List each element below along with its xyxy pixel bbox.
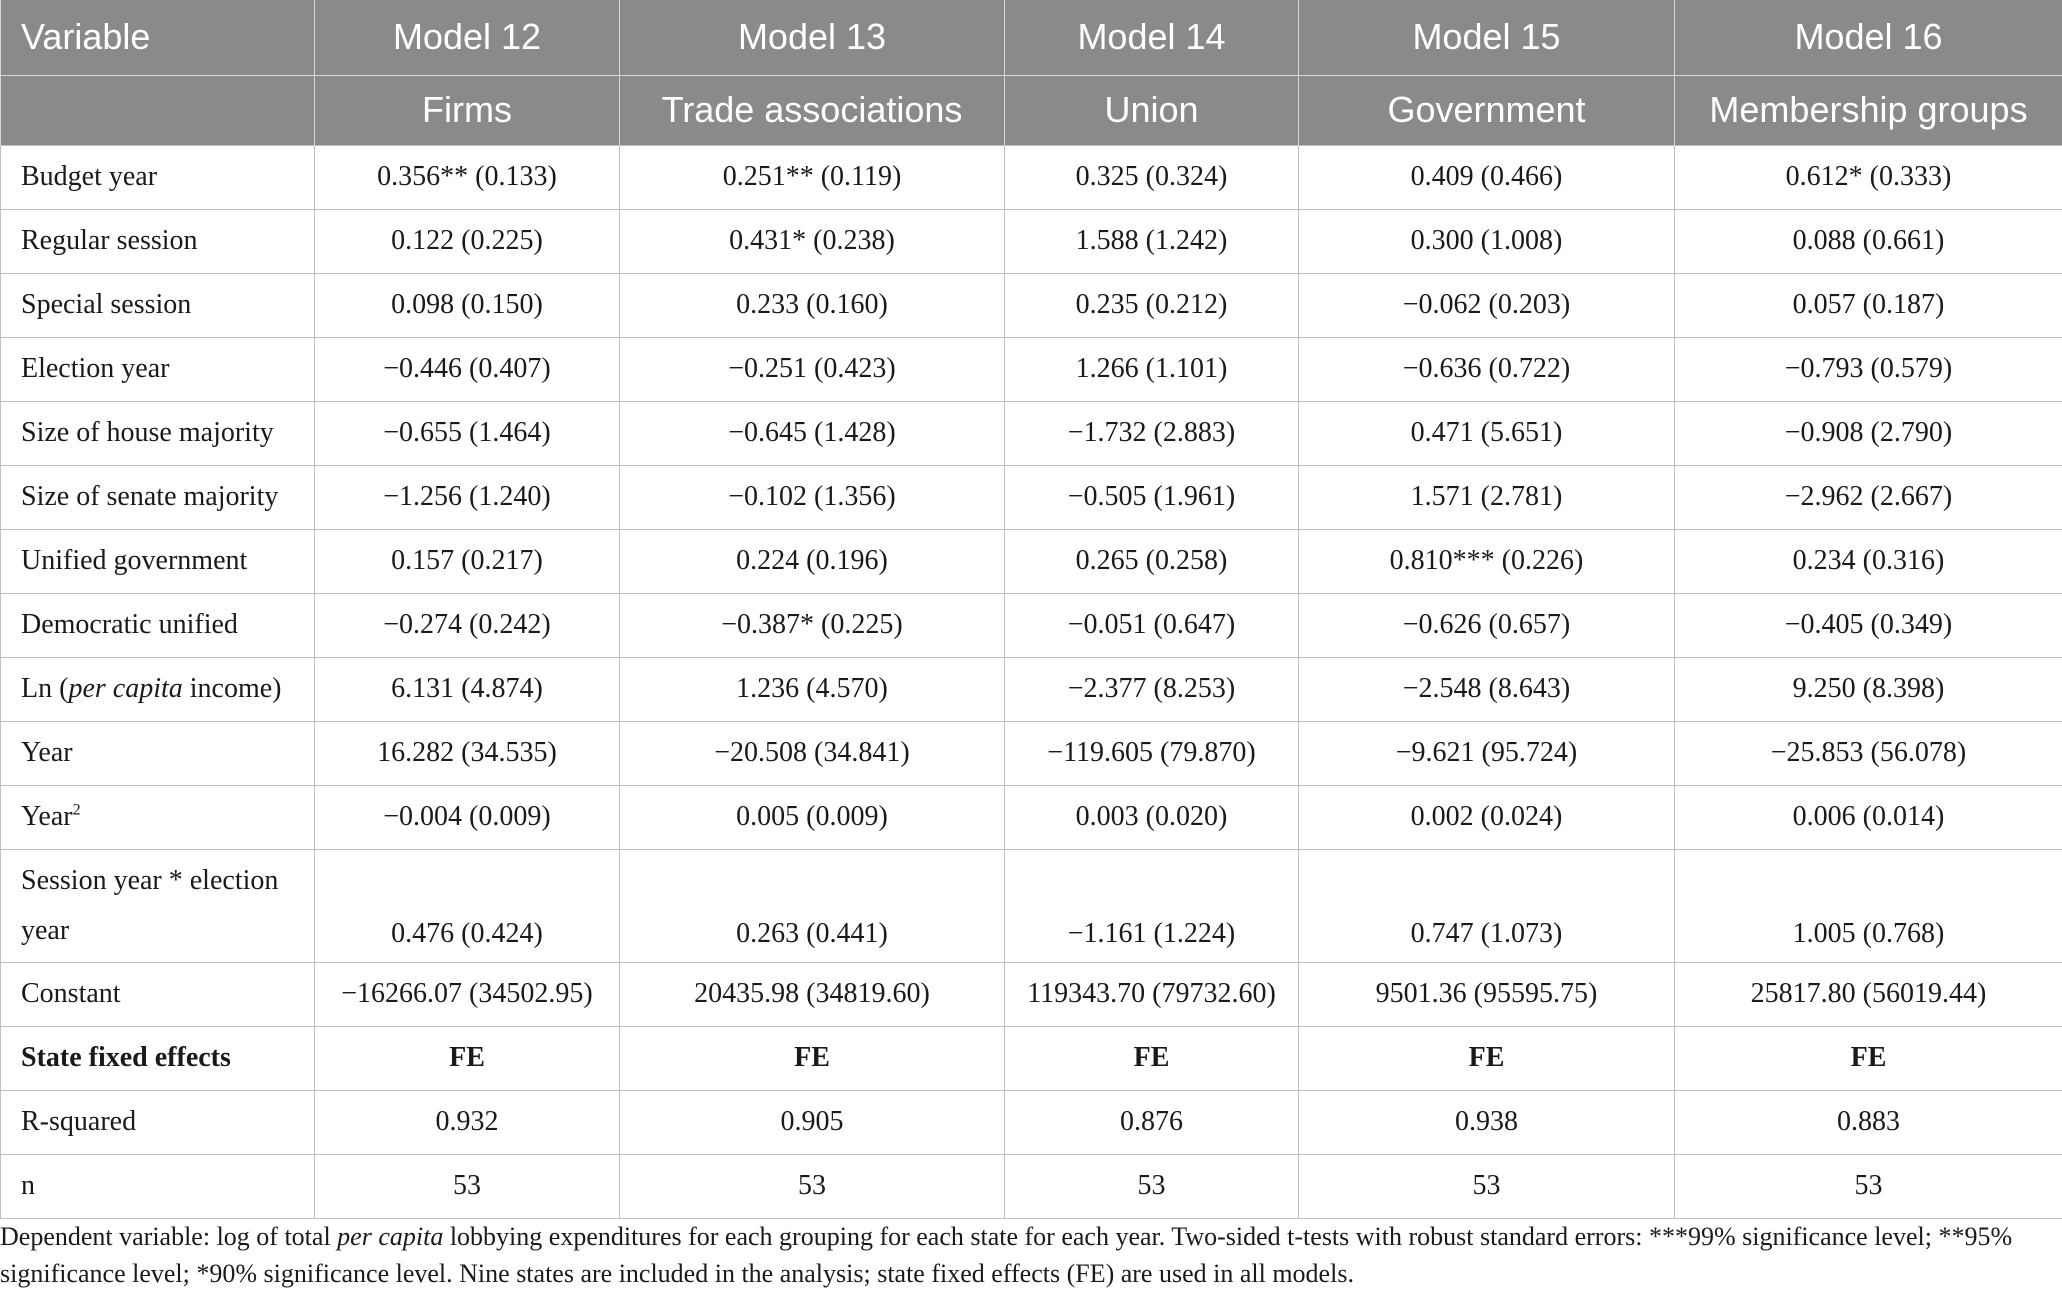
- cell-value: −25.853 (56.078): [1675, 721, 2062, 785]
- table-row: [1, 401, 2062, 465]
- cell-value: 1.588 (1.242): [1005, 209, 1299, 273]
- footnote-italic: per capita: [337, 1222, 444, 1251]
- cell-value: FE: [1005, 1026, 1299, 1090]
- header-row-groups: [1, 75, 2062, 145]
- cell-value: 0.233 (0.160): [620, 273, 1005, 337]
- row-label: [1, 785, 315, 849]
- cell-value: 0.251** (0.119): [620, 145, 1005, 209]
- cell-value: −0.626 (0.657): [1299, 593, 1675, 657]
- cell-value: 1.005 (0.768): [1675, 849, 2062, 962]
- table-row: [1, 145, 2062, 209]
- model-15-header: Model 15: [1299, 0, 1675, 75]
- row-label: [1, 657, 315, 721]
- cell-value: −2.962 (2.667): [1675, 465, 2062, 529]
- cell-value: 0.476 (0.424): [315, 849, 620, 962]
- cell-value: 0.057 (0.187): [1675, 273, 2062, 337]
- table-row: [1, 785, 2062, 849]
- cell-value: 1.266 (1.101): [1005, 337, 1299, 401]
- table-row: [1, 962, 2062, 1026]
- table-row: [1, 529, 2062, 593]
- cell-value: 0.471 (5.651): [1299, 401, 1675, 465]
- cell-value: 0.002 (0.024): [1299, 785, 1675, 849]
- empty-header-cell: [1, 75, 315, 145]
- cell-value: 53: [1675, 1154, 2062, 1218]
- cell-value: −1.732 (2.883): [1005, 401, 1299, 465]
- footnote-text-end: lobbying expenditures for each grouping for each state for each year. Two-sided t-tests with robust standard errors: ***99% significance level; **95% significance level; *90% significance level. Nine states are included in the analysis; state fixed effects (FE) are used in all models.: [0, 1222, 2013, 1288]
- cell-value: 53: [620, 1154, 1005, 1218]
- cell-value: FE: [1675, 1026, 2062, 1090]
- cell-value: −0.051 (0.647): [1005, 593, 1299, 657]
- cell-value: 119343.70 (79732.60): [1005, 962, 1299, 1026]
- cell-value: 16.282 (34.535): [315, 721, 620, 785]
- table-row: [1, 1090, 2062, 1154]
- cell-value: 53: [1005, 1154, 1299, 1218]
- table-header: [1, 0, 2062, 145]
- model-13-header: Model 13: [620, 0, 1005, 75]
- cell-value: −0.505 (1.961): [1005, 465, 1299, 529]
- cell-value: 0.876: [1005, 1090, 1299, 1154]
- table-row: [1, 209, 2062, 273]
- row-label: State fixed effects: [1, 1026, 315, 1090]
- cell-value: 1.236 (4.570): [620, 657, 1005, 721]
- footnote-text-start: Dependent variable: log of total: [0, 1222, 338, 1251]
- cell-value: 0.006 (0.014): [1675, 785, 2062, 849]
- table-row: [1, 721, 2062, 785]
- cell-value: 0.612* (0.333): [1675, 145, 2062, 209]
- cell-value: 0.300 (1.008): [1299, 209, 1675, 273]
- cell-value: −0.062 (0.203): [1299, 273, 1675, 337]
- cell-value: 0.098 (0.150): [315, 273, 620, 337]
- cell-value: 6.131 (4.874): [315, 657, 620, 721]
- row-label-prefix: Ln (: [21, 673, 69, 704]
- cell-value: −2.548 (8.643): [1299, 657, 1675, 721]
- cell-value: 20435.98 (34819.60): [620, 962, 1005, 1026]
- cell-value: 9.250 (8.398): [1675, 657, 2062, 721]
- row-label-text: Year: [21, 801, 73, 832]
- table-row: [1, 657, 2062, 721]
- cell-value: −0.636 (0.722): [1299, 337, 1675, 401]
- row-label: Size of house majority: [1, 401, 315, 465]
- cell-value: 0.003 (0.020): [1005, 785, 1299, 849]
- variable-column-header: Variable: [1, 0, 315, 75]
- cell-value: 0.005 (0.009): [620, 785, 1005, 849]
- cell-value: 53: [1299, 1154, 1675, 1218]
- cell-value: −9.621 (95.724): [1299, 721, 1675, 785]
- cell-value: 0.356** (0.133): [315, 145, 620, 209]
- superscript: 2: [72, 801, 81, 819]
- table-row: [1, 273, 2062, 337]
- row-label: Regular session: [1, 209, 315, 273]
- cell-value: −0.645 (1.428): [620, 401, 1005, 465]
- group-membership-groups-header: Membership groups: [1675, 75, 2062, 145]
- cell-value: 0.157 (0.217): [315, 529, 620, 593]
- cell-value: −1.256 (1.240): [315, 465, 620, 529]
- cell-value: 0.325 (0.324): [1005, 145, 1299, 209]
- cell-value: 25817.80 (56019.44): [1675, 962, 2062, 1026]
- cell-value: 53: [315, 1154, 620, 1218]
- cell-value: 0.409 (0.466): [1299, 145, 1675, 209]
- cell-value: 0.263 (0.441): [620, 849, 1005, 962]
- row-label: Budget year: [1, 145, 315, 209]
- cell-value: 0.905: [620, 1090, 1005, 1154]
- row-label: Special session: [1, 273, 315, 337]
- cell-value: 0.883: [1675, 1090, 2062, 1154]
- cell-value: 0.747 (1.073): [1299, 849, 1675, 962]
- row-label: Unified government: [1, 529, 315, 593]
- table-row: [1, 849, 2062, 962]
- row-label-italic: per capita: [68, 673, 183, 704]
- cell-value: 0.234 (0.316): [1675, 529, 2062, 593]
- cell-value: −0.274 (0.242): [315, 593, 620, 657]
- row-label: n: [1, 1154, 315, 1218]
- cell-value: 0.122 (0.225): [315, 209, 620, 273]
- group-union-header: Union: [1005, 75, 1299, 145]
- model-14-header: Model 14: [1005, 0, 1299, 75]
- row-label: Constant: [1, 962, 315, 1026]
- cell-value: −0.793 (0.579): [1675, 337, 2062, 401]
- cell-value: −0.251 (0.423): [620, 337, 1005, 401]
- cell-value: −0.655 (1.464): [315, 401, 620, 465]
- cell-value: 0.265 (0.258): [1005, 529, 1299, 593]
- group-trade-associations-header: Trade associations: [620, 75, 1005, 145]
- cell-value: 9501.36 (95595.75): [1299, 962, 1675, 1026]
- cell-value: −0.908 (2.790): [1675, 401, 2062, 465]
- cell-value: 0.938: [1299, 1090, 1675, 1154]
- cell-value: 0.235 (0.212): [1005, 273, 1299, 337]
- cell-value: −0.405 (0.349): [1675, 593, 2062, 657]
- cell-value: 0.932: [315, 1090, 620, 1154]
- row-label: Year: [1, 721, 315, 785]
- cell-value: −119.605 (79.870): [1005, 721, 1299, 785]
- cell-value: FE: [1299, 1026, 1675, 1090]
- cell-value: −2.377 (8.253): [1005, 657, 1299, 721]
- table-row: [1, 1154, 2062, 1218]
- row-label: Session year * election year: [1, 849, 315, 962]
- table-body: [1, 145, 2062, 1218]
- table-row: [1, 465, 2062, 529]
- table-row: [1, 337, 2062, 401]
- cell-value: −0.102 (1.356): [620, 465, 1005, 529]
- cell-value: −1.161 (1.224): [1005, 849, 1299, 962]
- header-row-models: [1, 0, 2062, 75]
- cell-value: FE: [315, 1026, 620, 1090]
- row-label: Democratic unified: [1, 593, 315, 657]
- cell-value: 0.088 (0.661): [1675, 209, 2062, 273]
- row-label-suffix: income): [182, 673, 282, 704]
- cell-value: −0.446 (0.407): [315, 337, 620, 401]
- cell-value: −20.508 (34.841): [620, 721, 1005, 785]
- row-label: Size of senate majority: [1, 465, 315, 529]
- row-label: R-squared: [1, 1090, 315, 1154]
- cell-value: FE: [620, 1026, 1005, 1090]
- table-row: [1, 1026, 2062, 1090]
- cell-value: −16266.07 (34502.95): [315, 962, 620, 1026]
- cell-value: 0.810*** (0.226): [1299, 529, 1675, 593]
- group-government-header: Government: [1299, 75, 1675, 145]
- table-footnote: [0, 1218, 2050, 1292]
- model-16-header: Model 16: [1675, 0, 2062, 75]
- model-12-header: Model 12: [315, 0, 620, 75]
- cell-value: 0.224 (0.196): [620, 529, 1005, 593]
- cell-value: 1.571 (2.781): [1299, 465, 1675, 529]
- cell-value: −0.387* (0.225): [620, 593, 1005, 657]
- table-row: [1, 593, 2062, 657]
- row-label: Election year: [1, 337, 315, 401]
- group-firms-header: Firms: [315, 75, 620, 145]
- cell-value: 0.431* (0.238): [620, 209, 1005, 273]
- cell-value: −0.004 (0.009): [315, 785, 620, 849]
